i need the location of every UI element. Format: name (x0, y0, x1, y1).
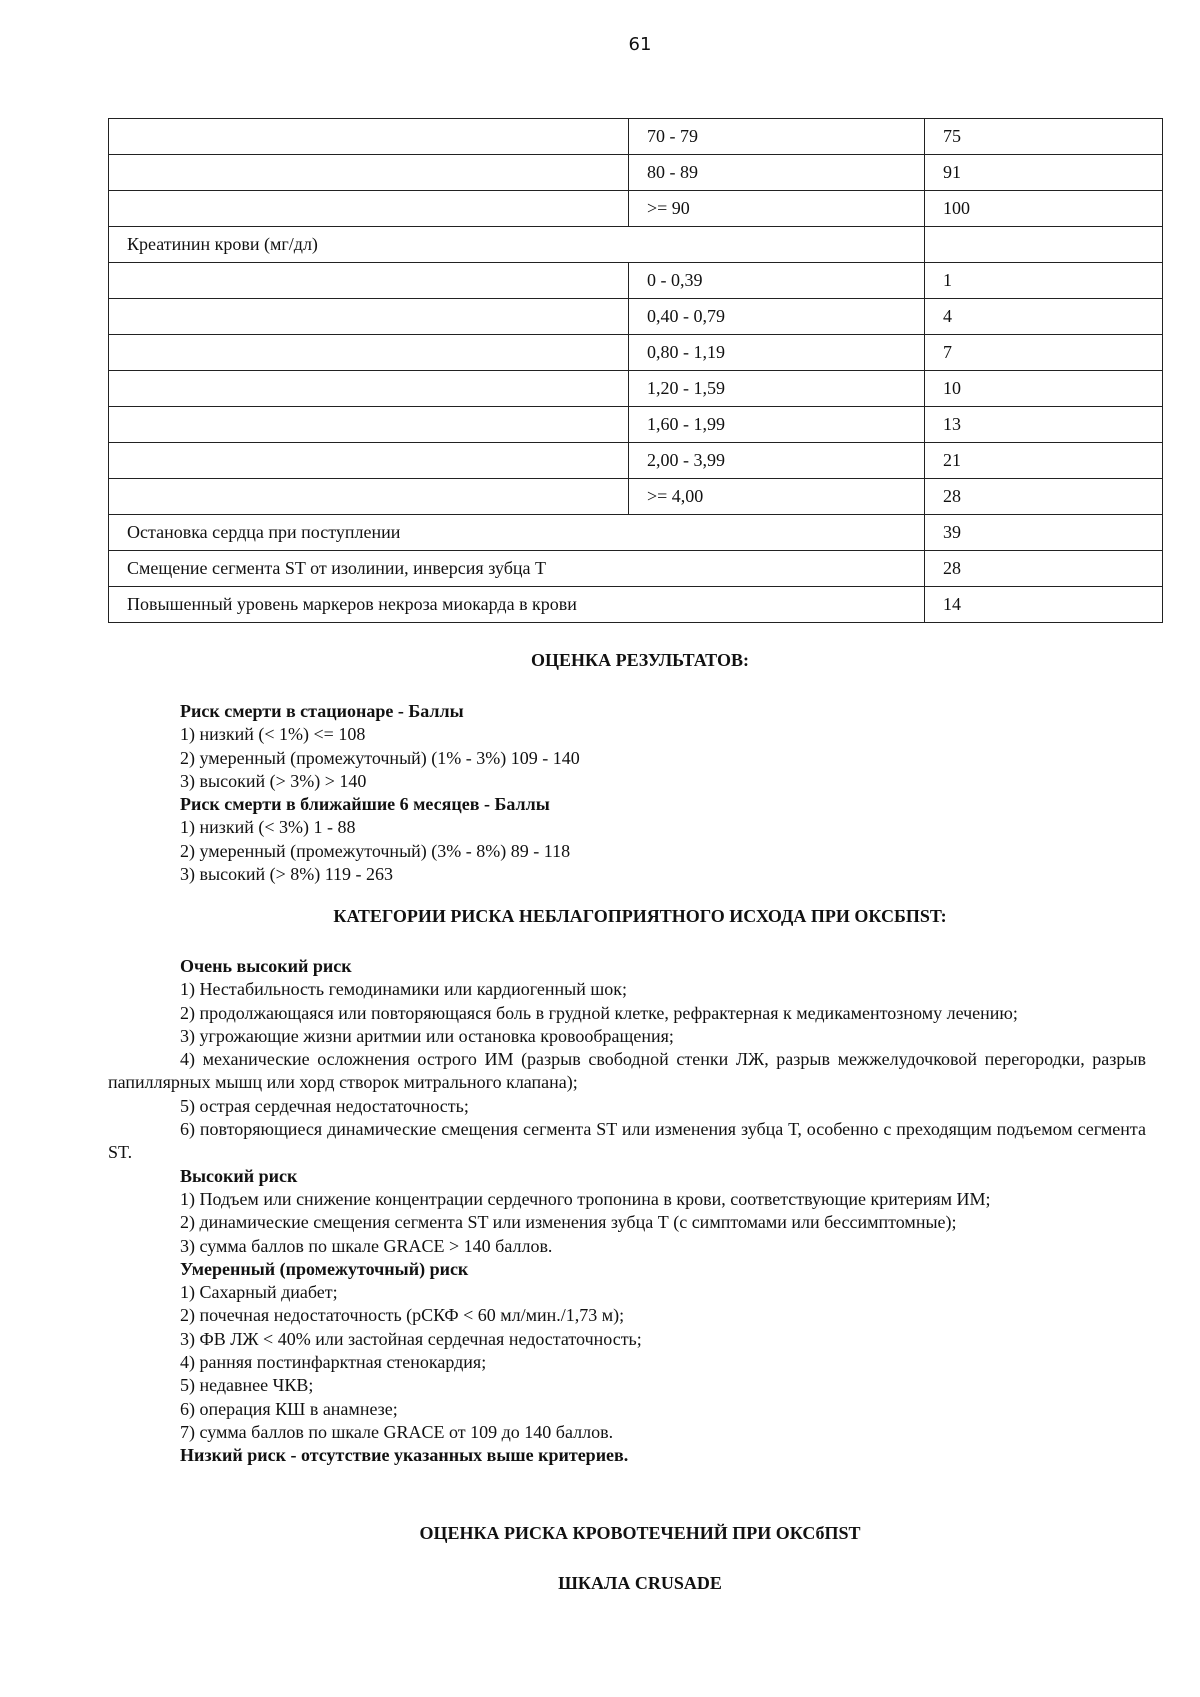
row-points: 10 (925, 371, 1163, 407)
row-points: 13 (925, 407, 1163, 443)
row-points: 28 (925, 479, 1163, 515)
grace-score-table (108, 118, 1163, 623)
row-range: 2,00 - 3,99 (629, 443, 925, 479)
row-label (109, 155, 629, 191)
row-label (109, 299, 629, 335)
table-row (109, 443, 1163, 479)
list-item: 4) ранняя постинфарктная стенокардия; (180, 1352, 487, 1373)
table-row (109, 551, 1163, 587)
row-label (109, 479, 629, 515)
row-label: Креатинин крови (мг/дл) (109, 227, 925, 263)
list-item: 1) низкий (< 3%) 1 - 88 (180, 817, 356, 838)
list-item: 5) недавнее ЧКВ; (180, 1375, 314, 1396)
list-item: 2) продолжающаяся или повторяющаяся боль в грудной клетке, рефрактерная к медикаментозному лечению; (180, 1002, 1018, 1023)
high-risk-title: Высокий риск (180, 1165, 298, 1186)
row-label (109, 119, 629, 155)
table-row (109, 263, 1163, 299)
row-points: 21 (925, 443, 1163, 479)
categories-heading: КАТЕГОРИИ РИСКА НЕБЛАГОПРИЯТНОГО ИСХОДА ПРИ ОКСБПST: (333, 906, 947, 926)
row-points: 1 (925, 263, 1163, 299)
table-row (109, 407, 1163, 443)
hospital-risk-title: Риск смерти в стационаре - Баллы (180, 701, 464, 721)
row-label (109, 407, 629, 443)
table-row (109, 227, 1163, 263)
row-label: Остановка сердца при поступлении (109, 515, 925, 551)
list-item: 6) операция КШ в анамнезе; (180, 1398, 398, 1419)
list-item: 3) ФВ ЛЖ < 40% или застойная сердечная недостаточность; (180, 1328, 642, 1349)
row-points: 14 (925, 587, 1163, 623)
six-month-risk-title: Риск смерти в ближайшие 6 месяцев - Баллы (180, 794, 550, 815)
list-item: 2) почечная недостаточность (рСКФ < 60 мл/мин./1,73 м); (180, 1305, 625, 1326)
row-points: 7 (925, 335, 1163, 371)
very-high-risk-title: Очень высокий риск (180, 956, 352, 976)
row-label (109, 335, 629, 371)
table-row (109, 191, 1163, 227)
list-item: 6) повторяющиеся динамические смещения сегмента ST или изменения зубца Т, особенно с преходящим подъемом сегмента ST. (108, 1119, 1146, 1163)
bleeding-heading: ОЦЕНКА РИСКА КРОВОТЕЧЕНИЙ ПРИ ОКСбПST (419, 1523, 861, 1543)
table-row (109, 515, 1163, 551)
results-block (180, 700, 1140, 886)
list-item: 1) Нестабильность гемодинамики или кардиогенный шок; (180, 979, 627, 1000)
list-item: 3) высокий (> 3%) > 140 (180, 770, 367, 791)
table-row (109, 299, 1163, 335)
row-label (109, 371, 629, 407)
row-points: 75 (925, 119, 1163, 155)
low-risk-text: Низкий риск - отсутствие указанных выше критериев. (180, 1445, 629, 1466)
row-points: 28 (925, 551, 1163, 587)
row-range: >= 4,00 (629, 479, 925, 515)
table-row (109, 155, 1163, 191)
row-range: >= 90 (629, 191, 925, 227)
row-range: 0,80 - 1,19 (629, 335, 925, 371)
page-number: 61 (628, 34, 652, 55)
row-label: Смещение сегмента ST от изолинии, инверсия зубца Т (109, 551, 925, 587)
row-range: 1,60 - 1,99 (629, 407, 925, 443)
results-heading: ОЦЕНКА РЕЗУЛЬТАТОВ: (531, 650, 749, 670)
categories-block (108, 955, 1146, 1468)
table-row (109, 587, 1163, 623)
list-item: 2) умеренный (промежуточный) (3% - 8%) 89 - 118 (180, 840, 571, 861)
list-item: 3) сумма баллов по шкале GRACE > 140 баллов. (180, 1235, 553, 1256)
list-item: 2) умеренный (промежуточный) (1% - 3%) 109 - 140 (180, 747, 580, 768)
crusade-subheading: ШКАЛА CRUSADE (558, 1573, 722, 1593)
list-item: 1) Сахарный диабет; (180, 1282, 338, 1303)
list-item: 7) сумма баллов по шкале GRACE от 109 до 140 баллов. (180, 1421, 614, 1442)
row-label (109, 191, 629, 227)
row-label (109, 263, 629, 299)
row-points: 91 (925, 155, 1163, 191)
table-row (109, 479, 1163, 515)
table-row (109, 119, 1163, 155)
list-item: 1) Подъем или снижение концентрации сердечного тропонина в крови, соответствующие критериям ИМ; (180, 1188, 991, 1209)
row-points (925, 227, 1163, 263)
list-item: 3) высокий (> 8%) 119 - 263 (180, 864, 394, 885)
row-range: 80 - 89 (629, 155, 925, 191)
row-label: Повышенный уровень маркеров некроза миокарда в крови (109, 587, 925, 623)
list-item: 3) угрожающие жизни аритмии или остановка кровообращения; (180, 1025, 674, 1046)
row-points: 39 (925, 515, 1163, 551)
row-points: 4 (925, 299, 1163, 335)
row-range: 0,40 - 0,79 (629, 299, 925, 335)
list-item: 1) низкий (< 1%) <= 108 (180, 724, 366, 745)
list-item: 4) механические осложнения острого ИМ (разрыв свободной стенки ЛЖ, разрыв межжелудочковой перегородки, разрыв папиллярных мышц или хорд створок митрального клапана); (108, 1049, 1146, 1093)
row-range: 1,20 - 1,59 (629, 371, 925, 407)
table-row (109, 335, 1163, 371)
row-range: 0 - 0,39 (629, 263, 925, 299)
moderate-risk-title: Умеренный (промежуточный) риск (180, 1258, 469, 1279)
row-range: 70 - 79 (629, 119, 925, 155)
table-row (109, 371, 1163, 407)
list-item: 5) острая сердечная недостаточность; (180, 1095, 469, 1116)
row-points: 100 (925, 191, 1163, 227)
row-label (109, 443, 629, 479)
list-item: 2) динамические смещения сегмента ST или изменения зубца Т (с симптомами или бессимптомные); (180, 1212, 957, 1233)
